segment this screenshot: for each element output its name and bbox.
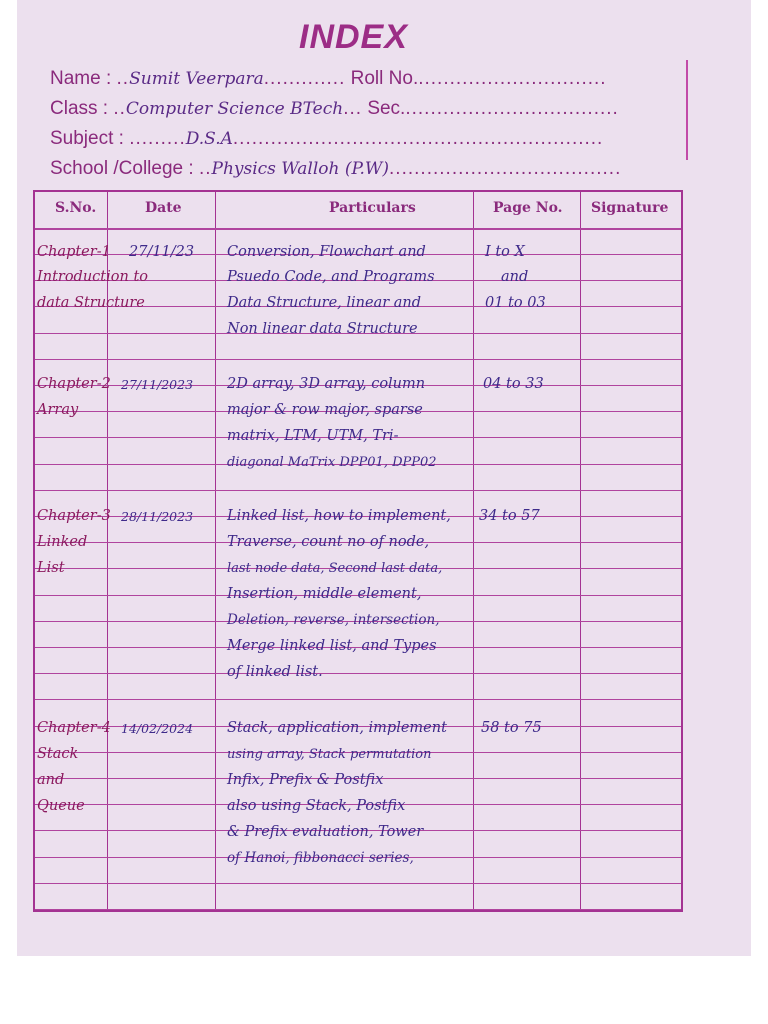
particulars-line: Deletion, reverse, intersection,	[227, 612, 440, 628]
class-value: Computer Science BTech	[125, 99, 344, 119]
column-header-page: Page No.	[493, 200, 563, 216]
school-row: School /College : ..Physics Walloh (P.W).....................................	[50, 158, 622, 179]
school-label: School /College :	[50, 158, 194, 179]
sno-line: Introduction to	[37, 269, 148, 285]
particulars-line: of Hanoi, fibbonacci series,	[227, 850, 414, 866]
page-line: and	[501, 269, 529, 285]
school-value: Physics Walloh (P.W)	[211, 159, 390, 179]
date-cell: 28/11/2023	[121, 509, 194, 524]
page-line: I to X	[485, 244, 525, 260]
particulars-line: Linked list, how to implement,	[227, 508, 451, 524]
particulars-line: last node data, Second last data,	[227, 561, 443, 576]
page-line: 58 to 75	[481, 720, 542, 736]
class-label: Class :	[50, 98, 109, 119]
particulars-line: Non linear data Structure	[227, 321, 418, 337]
class-row: Class : ..Computer Science BTech... Sec...................................	[50, 98, 619, 119]
column-header-particulars: Particulars	[329, 200, 416, 216]
name-label: Name :	[50, 68, 112, 89]
col-divider	[215, 192, 216, 910]
sno-line: List	[37, 560, 65, 576]
sno-line: Chapter-4	[37, 720, 111, 736]
column-header-signature: Signature	[591, 200, 669, 216]
particulars-line: matrix, LTM, UTM, Tri-	[227, 428, 399, 444]
date-cell: 27/11/2023	[121, 377, 194, 392]
ruled-line	[35, 673, 681, 674]
name-row: Name : ..Sumit Veerpara............. Roll No...............................	[50, 68, 607, 89]
notebook-page	[17, 0, 751, 956]
ruled-line	[35, 909, 681, 910]
particulars-line: & Prefix evaluation, Tower	[227, 824, 424, 840]
sno-line: and	[37, 772, 65, 788]
sno-line: data Structure	[37, 295, 145, 311]
particulars-line: Conversion, Flowchart and	[227, 244, 426, 260]
particulars-line: of linked list.	[227, 664, 323, 680]
ruled-line	[35, 228, 681, 230]
subject-row: Subject : .........D.S.A...........................................................	[50, 128, 604, 149]
particulars-line: Merge linked list, and Types	[227, 638, 437, 654]
sno-line: Stack	[37, 746, 79, 762]
particulars-line: Psuedo Code, and Programs	[227, 269, 435, 285]
ruled-line	[35, 490, 681, 491]
date-cell: 27/11/23	[129, 244, 195, 260]
sno-line: Linked	[37, 534, 88, 550]
particulars-line: using array, Stack permutation	[227, 747, 432, 762]
column-header-sno: S.No.	[55, 200, 97, 216]
page-line: 04 to 33	[483, 376, 544, 392]
particulars-line: also using Stack, Postfix	[227, 798, 406, 814]
sno-line: Array	[37, 402, 79, 418]
ruled-line	[35, 883, 681, 884]
col-divider	[580, 192, 581, 910]
subject-label: Subject :	[50, 128, 124, 149]
ruled-line	[35, 699, 681, 700]
col-divider	[473, 192, 474, 910]
particulars-line: major & row major, sparse	[227, 402, 423, 418]
column-header-date: Date	[145, 200, 182, 216]
particulars-line: Data Structure, linear and	[227, 295, 422, 311]
sec-label: Sec.	[367, 98, 406, 119]
name-value: Sumit Veerpara	[129, 69, 264, 89]
page-title: INDEX	[299, 18, 408, 56]
particulars-line: Infix, Prefix & Postfix	[227, 772, 384, 788]
date-cell: 14/02/2024	[121, 721, 194, 736]
subject-value: D.S.A	[185, 129, 233, 149]
sno-line: Queue	[37, 798, 85, 814]
sno-line: Chapter-3	[37, 508, 111, 524]
particulars-line: diagonal MaTrix DPP01, DPP02	[227, 455, 437, 470]
sno-line: Chapter-2	[37, 376, 111, 392]
roll-label: Roll No.	[350, 68, 419, 89]
ruled-line	[35, 359, 681, 360]
particulars-line: 2D array, 3D array, column	[227, 376, 426, 392]
page-line: 01 to 03	[485, 295, 546, 311]
particulars-line: Insertion, middle element,	[227, 586, 422, 602]
margin-line	[686, 60, 688, 160]
sno-line: Chapter-1	[37, 244, 111, 260]
index-table	[33, 190, 683, 912]
page-line: 34 to 57	[479, 508, 540, 524]
particulars-line: Traverse, count no of node,	[227, 534, 430, 550]
particulars-line: Stack, application, implement	[227, 720, 447, 736]
